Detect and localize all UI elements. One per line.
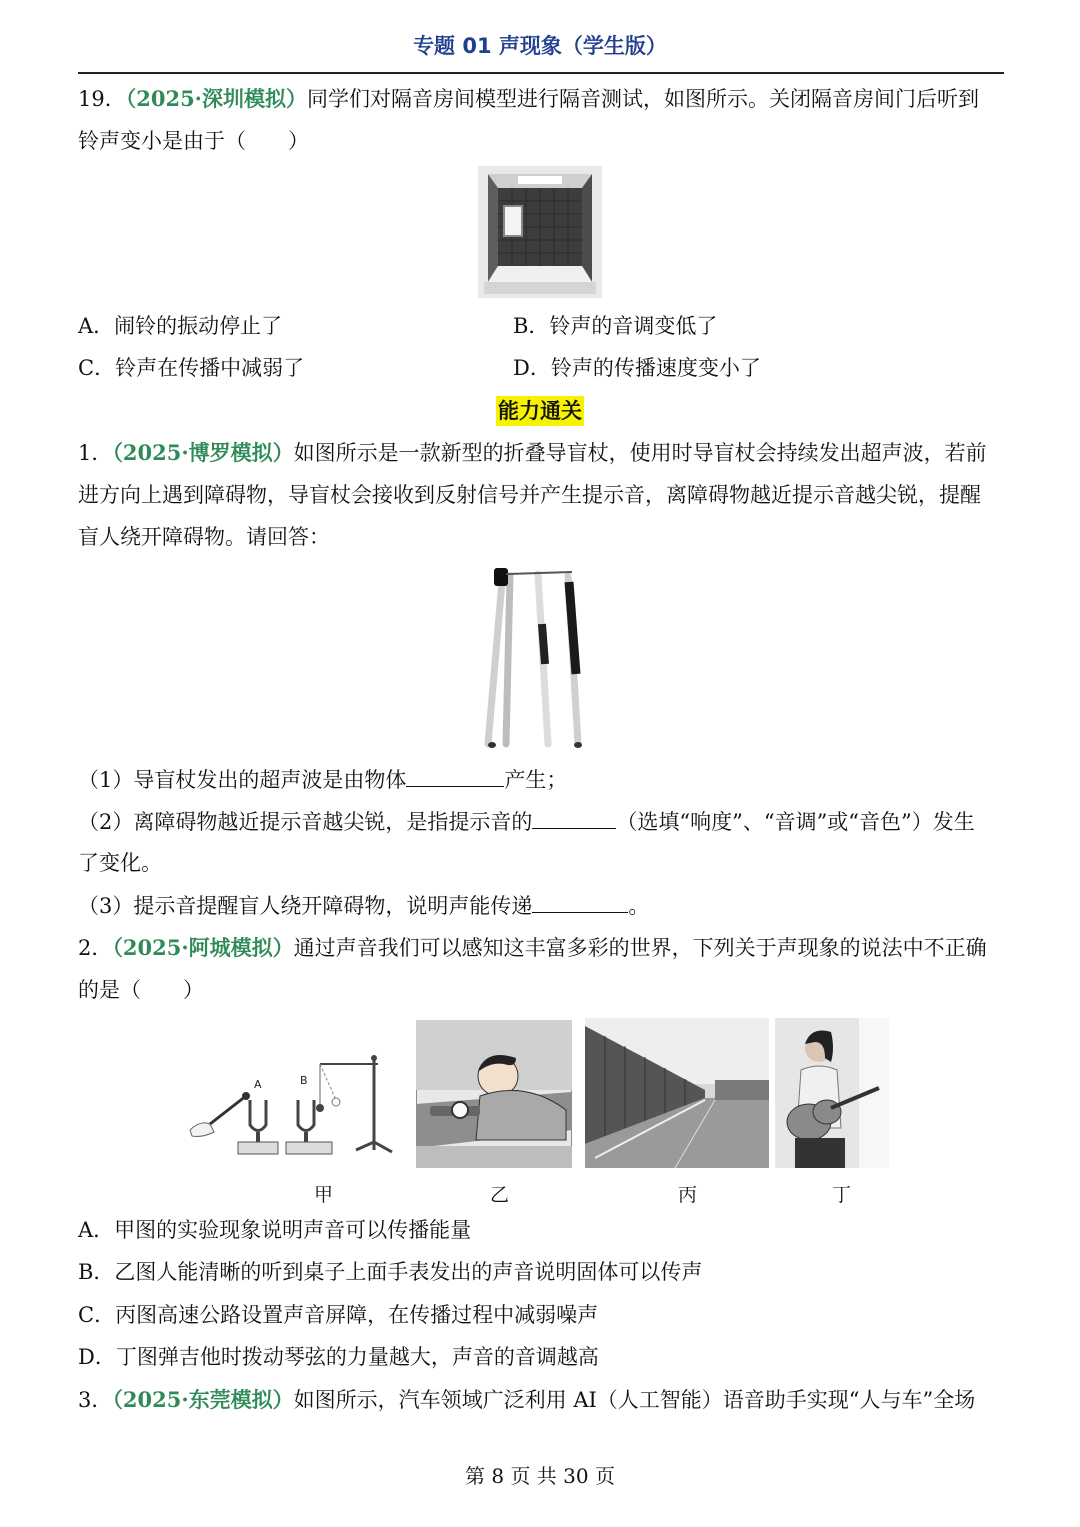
q19-option-a[interactable]: A．闹铃的振动停止了 [78, 314, 283, 338]
figure-yi-desk-watch [416, 1020, 572, 1168]
figure-ding-guitar [775, 1018, 889, 1168]
q3-number: 3． [78, 1388, 113, 1412]
caption-yi: 乙 [490, 1184, 510, 1206]
q19-stem-line1 [78, 84, 979, 114]
q1-sub1 [78, 764, 567, 795]
q1-sub1-suffix: 产生； [504, 768, 568, 792]
q1-sub2-blank[interactable] [532, 806, 616, 829]
q19-stem-line2: 铃声变小是由于（ ） [78, 129, 309, 153]
q19-option-b[interactable]: B．铃声的音调变低了 [513, 314, 718, 338]
q1-sub2-line2: 了变化。 [78, 851, 162, 875]
q2-source: （2025·阿城模拟） [112, 935, 294, 960]
q1-line2: 进方向上遇到障碍物，导盲杖会接收到反射信号并产生提示音，离障碍物越近提示音越尖锐，提醒 [78, 483, 981, 507]
q1-sub3-text: （3）提示音提醒盲人绕开障碍物，说明声能传递 [78, 894, 533, 918]
figure-jia-tuning-forks [188, 1020, 400, 1170]
q1-sub3 [78, 890, 649, 921]
section-title: 能力通关 [496, 396, 584, 426]
q1-sub2 [78, 806, 975, 837]
caption-jia: 甲 [314, 1184, 334, 1206]
fork-label-b: B [300, 1074, 308, 1087]
page-footer: 第 8 页 共 30 页 [465, 1464, 615, 1488]
page-header: 专题 01 声现象（学生版） [413, 34, 667, 58]
q1-line3: 盲人绕开障碍物。请回答： [78, 525, 330, 549]
q19-source: （2025·深圳模拟） [125, 86, 307, 111]
q2-option-d[interactable]: D．丁图弹吉他时拨动琴弦的力量越大，声音的音调越高 [78, 1345, 599, 1369]
q1-number: 1． [78, 441, 113, 465]
q1-sub3-suffix: 。 [628, 894, 650, 918]
q19-option-c[interactable]: C．铃声在传播中减弱了 [78, 356, 305, 380]
q1-sub2-text: （2）离障碍物越近提示音越尖锐，是指提示音的 [78, 810, 533, 834]
q1-line1 [78, 438, 987, 468]
q1-sub1-blank[interactable] [406, 764, 504, 787]
q2-text: 通过声音我们可以感知这丰富多彩的世界，下列关于声现象的说法中不正确 [293, 936, 987, 960]
q3-line1 [78, 1385, 975, 1415]
q2-number: 2． [78, 936, 113, 960]
header-divider [78, 72, 1004, 74]
q2-line1 [78, 933, 987, 963]
q1-sub2-suffix: （选填“响度”、“音调”或“音色”）发生 [616, 810, 975, 834]
q2-option-c[interactable]: C．丙图高速公路设置声音屏障，在传播过程中减弱噪声 [78, 1303, 599, 1327]
q2-line2: 的是（ ） [78, 978, 204, 1002]
figure-bing-sound-barrier [585, 1018, 769, 1168]
q19-stem-text: 同学们对隔音房间模型进行隔音测试，如图所示。关闭隔音房间门后听到 [307, 87, 979, 111]
caption-ding: 丁 [832, 1184, 852, 1206]
q2-option-a[interactable]: A．甲图的实验现象说明声音可以传播能量 [78, 1218, 472, 1242]
q2-option-b[interactable]: B．乙图人能清晰的听到桌子上面手表发出的声音说明固体可以传声 [78, 1260, 703, 1284]
q19-option-d[interactable]: D．铃声的传播速度变小了 [513, 356, 761, 380]
q3-source: （2025·东莞模拟） [112, 1387, 294, 1412]
q3-text: 如图所示，汽车领域广泛利用 AI（人工智能）语音助手实现“人与车”全场 [293, 1388, 976, 1412]
q1-sub3-blank[interactable] [532, 890, 628, 913]
q1-sub1-text: （1）导盲杖发出的超声波是由物体 [78, 768, 407, 792]
fork-label-a: A [254, 1078, 262, 1091]
blind-cane-figure [480, 564, 600, 750]
q1-text: 如图所示是一款新型的折叠导盲杖，使用时导盲杖会持续发出超声波，若前 [293, 441, 987, 465]
caption-bing: 丙 [678, 1184, 698, 1206]
q1-source: （2025·博罗模拟） [112, 440, 294, 465]
q19-number: 19． [78, 87, 126, 111]
soundproof-room-figure [478, 166, 602, 298]
